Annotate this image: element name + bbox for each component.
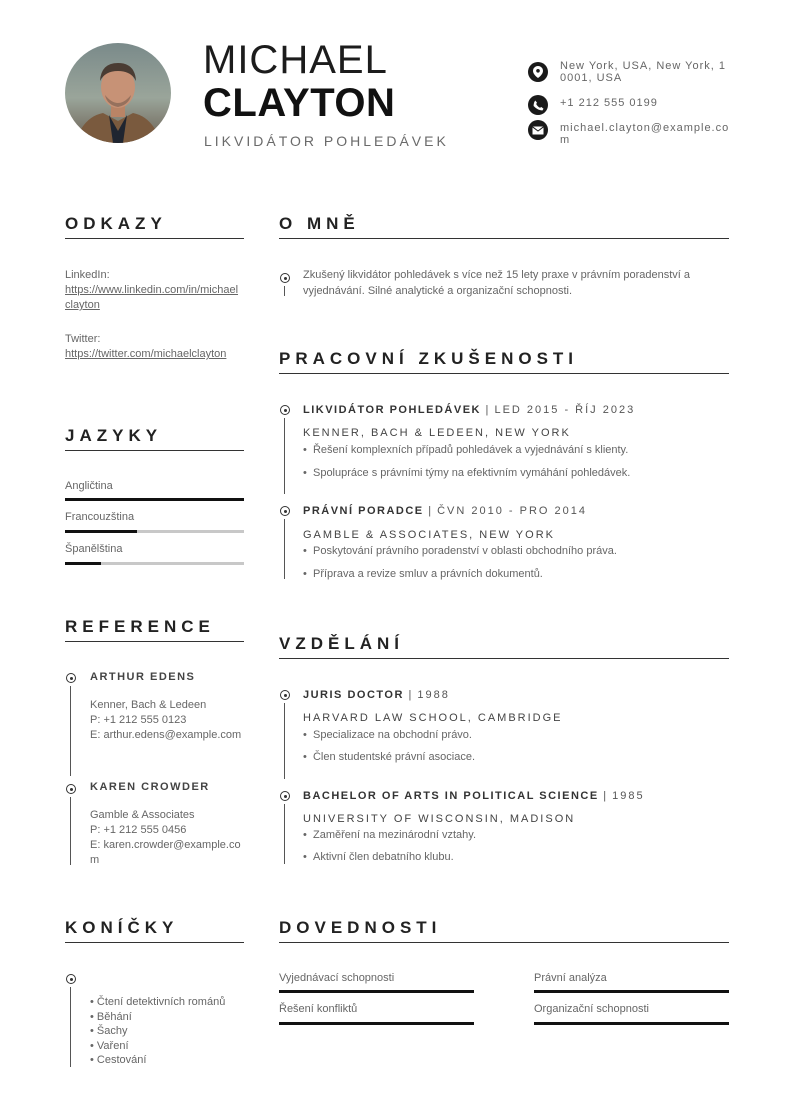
job-title: LIKVIDÁTOR POHLEDÁVEK bbox=[204, 133, 449, 149]
education-divider bbox=[279, 658, 729, 659]
skill-level-track bbox=[534, 990, 729, 993]
timeline-dot-icon bbox=[66, 673, 76, 683]
job-dates: LED 2015 - ŘÍJ 2023 bbox=[494, 404, 636, 416]
language-level-track bbox=[65, 498, 244, 501]
skill-level-track bbox=[279, 1022, 474, 1025]
education-bullet: • Aktivní člen debatního klubu. bbox=[303, 851, 454, 863]
education-separator: | bbox=[408, 689, 413, 701]
bullet-glyph: • bbox=[303, 751, 307, 763]
job-dates: ČVN 2010 - PRO 2014 bbox=[437, 505, 587, 517]
contact-address: New York, USA, New York, 10001, USA bbox=[560, 60, 727, 84]
twitter-block bbox=[65, 332, 243, 362]
bullet-glyph: • bbox=[303, 444, 307, 456]
bullet-glyph: • bbox=[303, 545, 307, 557]
skill-level-track bbox=[279, 990, 474, 993]
skill-level-bar bbox=[534, 990, 729, 993]
email-icon bbox=[528, 120, 548, 140]
experience-section-title: PRACOVNÍ ZKUŠENOSTI bbox=[279, 349, 579, 368]
skill-name: Organizační schopnosti bbox=[534, 1003, 649, 1015]
skills-section-title: DOVEDNOSTI bbox=[279, 918, 442, 937]
language-name: Angličtina bbox=[65, 480, 113, 492]
bullet-glyph: • bbox=[303, 829, 307, 841]
job-role: LIKVIDÁTOR POHLEDÁVEK bbox=[303, 404, 481, 416]
timeline-dot-icon bbox=[280, 273, 290, 283]
timeline-dot-icon bbox=[66, 784, 76, 794]
reference-name: KAREN CROWDER bbox=[90, 781, 210, 793]
experience-divider bbox=[279, 373, 729, 374]
education-degree: JURIS DOCTOR bbox=[303, 689, 404, 701]
skill-name: Vyjednávací schopnosti bbox=[279, 972, 395, 984]
timeline-line bbox=[70, 797, 71, 865]
bullet-glyph: • bbox=[303, 729, 307, 741]
reference-email: E: karen.crowder@example.com bbox=[90, 839, 241, 866]
timeline-dot-icon bbox=[280, 405, 290, 415]
education-heading bbox=[303, 689, 450, 701]
job-bullet: • Poskytování právního poradenství v oblasti obchodního práva. bbox=[303, 545, 617, 557]
skills-divider bbox=[279, 942, 729, 943]
job-heading bbox=[303, 404, 635, 416]
hobby-item: • Cestování bbox=[90, 1054, 147, 1066]
linkedin-label: LinkedIn: bbox=[65, 269, 110, 281]
skill-level-bar bbox=[279, 990, 474, 993]
timeline-line bbox=[284, 418, 285, 494]
skill-level-bar bbox=[279, 1022, 474, 1025]
reference-details bbox=[90, 698, 245, 743]
references-section-title: REFERENCE bbox=[65, 617, 215, 636]
bullet-glyph: • bbox=[303, 568, 307, 580]
reference-phone: P: +1 212 555 0456 bbox=[90, 824, 187, 836]
reference-email: E: arthur.edens@example.com bbox=[90, 729, 242, 741]
timeline-dot-icon bbox=[280, 506, 290, 516]
timeline-line bbox=[70, 987, 71, 1067]
profile-photo bbox=[65, 43, 171, 143]
contact-phone: +1 212 555 0199 bbox=[560, 97, 658, 109]
references-divider bbox=[65, 641, 244, 642]
language-level-bar bbox=[65, 498, 244, 501]
hobby-item: • Šachy bbox=[90, 1025, 128, 1037]
education-bullet: • Zaměření na mezinárodní vztahy. bbox=[303, 829, 477, 841]
reference-name: ARTHUR EDENS bbox=[90, 671, 196, 683]
hobbies-divider bbox=[65, 942, 244, 943]
bullet-glyph: • bbox=[303, 467, 307, 479]
job-heading bbox=[303, 505, 587, 517]
first-name: MICHAEL bbox=[203, 38, 388, 82]
job-role: PRÁVNÍ PORADCE bbox=[303, 505, 424, 517]
timeline-dot-icon bbox=[66, 974, 76, 984]
hobbies-list bbox=[90, 995, 225, 1068]
reference-phone: P: +1 212 555 0123 bbox=[90, 714, 187, 726]
linkedin-block bbox=[65, 268, 243, 313]
reference-details bbox=[90, 808, 245, 868]
skill-name: Právní analýza bbox=[534, 972, 607, 984]
hobby-item: • Čtení detektivních románů bbox=[90, 996, 226, 1008]
location-pin-icon bbox=[528, 62, 548, 82]
language-level-bar bbox=[65, 562, 101, 565]
contact-email: michael.clayton@example.com bbox=[560, 122, 730, 146]
education-school: HARVARD LAW SCHOOL, CAMBRIDGE bbox=[303, 712, 563, 724]
job-bullet: • Spolupráce s právními týmy na efektivním vymáhání pohledávek. bbox=[303, 467, 631, 479]
job-company: KENNER, BACH & LEDEEN, NEW YORK bbox=[303, 427, 571, 439]
about-section-title: O MNĚ bbox=[279, 214, 360, 233]
timeline-line bbox=[70, 686, 71, 776]
skill-level-bar bbox=[534, 1022, 729, 1025]
about-divider bbox=[279, 238, 729, 239]
about-text: Zkušený likvidátor pohledávek s více než 15 lety praxe v právním poradenství a vyjednávání. Silné analytické a organizační schopnosti. bbox=[303, 269, 691, 297]
skill-name: Řešení konfliktů bbox=[279, 1003, 358, 1015]
hobby-item: • Běhání bbox=[90, 1010, 132, 1023]
skill-level-track bbox=[534, 1022, 729, 1025]
education-bullet: • Specializace na obchodní právo. bbox=[303, 729, 472, 741]
education-bullet: • Člen studentské právní asociace. bbox=[303, 751, 476, 763]
education-degree: BACHELOR OF ARTS IN POLITICAL SCIENCE bbox=[303, 790, 599, 802]
timeline-line bbox=[284, 703, 285, 779]
links-divider bbox=[65, 238, 244, 239]
hobby-item: • Vaření bbox=[90, 1039, 129, 1052]
job-company: GAMBLE & ASSOCIATES, NEW YORK bbox=[303, 529, 555, 541]
timeline-line bbox=[284, 519, 285, 579]
twitter-label: Twitter: bbox=[65, 333, 101, 345]
reference-company: Gamble & Associates bbox=[90, 809, 195, 821]
twitter-link[interactable]: https://twitter.com/michaelclayton bbox=[65, 348, 227, 360]
language-name: Francouzština bbox=[65, 511, 135, 523]
education-year: 1988 bbox=[417, 689, 450, 701]
timeline-line bbox=[284, 286, 285, 296]
hobbies-section-title: KONÍČKY bbox=[65, 918, 179, 937]
education-heading bbox=[303, 790, 645, 802]
reference-company: Kenner, Bach & Ledeen bbox=[90, 699, 207, 711]
job-bullet: • Řešení komplexních případů pohledávek a vyjednávání s klienty. bbox=[303, 444, 629, 456]
timeline-dot-icon bbox=[280, 791, 290, 801]
language-level-track bbox=[65, 530, 244, 533]
languages-section-title: JAZYKY bbox=[65, 426, 163, 445]
job-separator: | bbox=[428, 505, 433, 517]
job-separator: | bbox=[485, 404, 490, 416]
education-school: UNIVERSITY OF WISCONSIN, MADISON bbox=[303, 813, 576, 825]
last-name: CLAYTON bbox=[203, 81, 396, 125]
linkedin-link[interactable]: https://www.linkedin.com/in/michaelclayton bbox=[65, 284, 239, 311]
phone-icon bbox=[528, 95, 548, 115]
job-bullet: • Příprava a revize smluv a právních dokumentů. bbox=[303, 568, 543, 580]
language-level-track bbox=[65, 562, 244, 565]
languages-divider bbox=[65, 450, 244, 451]
links-section-title: ODKAZY bbox=[65, 214, 167, 233]
language-level-bar bbox=[65, 530, 137, 533]
timeline-line bbox=[284, 804, 285, 864]
education-section-title: VZDĚLÁNÍ bbox=[279, 634, 404, 653]
language-name: Španělština bbox=[65, 543, 123, 555]
bullet-glyph: • bbox=[303, 851, 307, 863]
education-year: 1985 bbox=[612, 790, 645, 802]
education-separator: | bbox=[603, 790, 608, 802]
timeline-dot-icon bbox=[280, 690, 290, 700]
